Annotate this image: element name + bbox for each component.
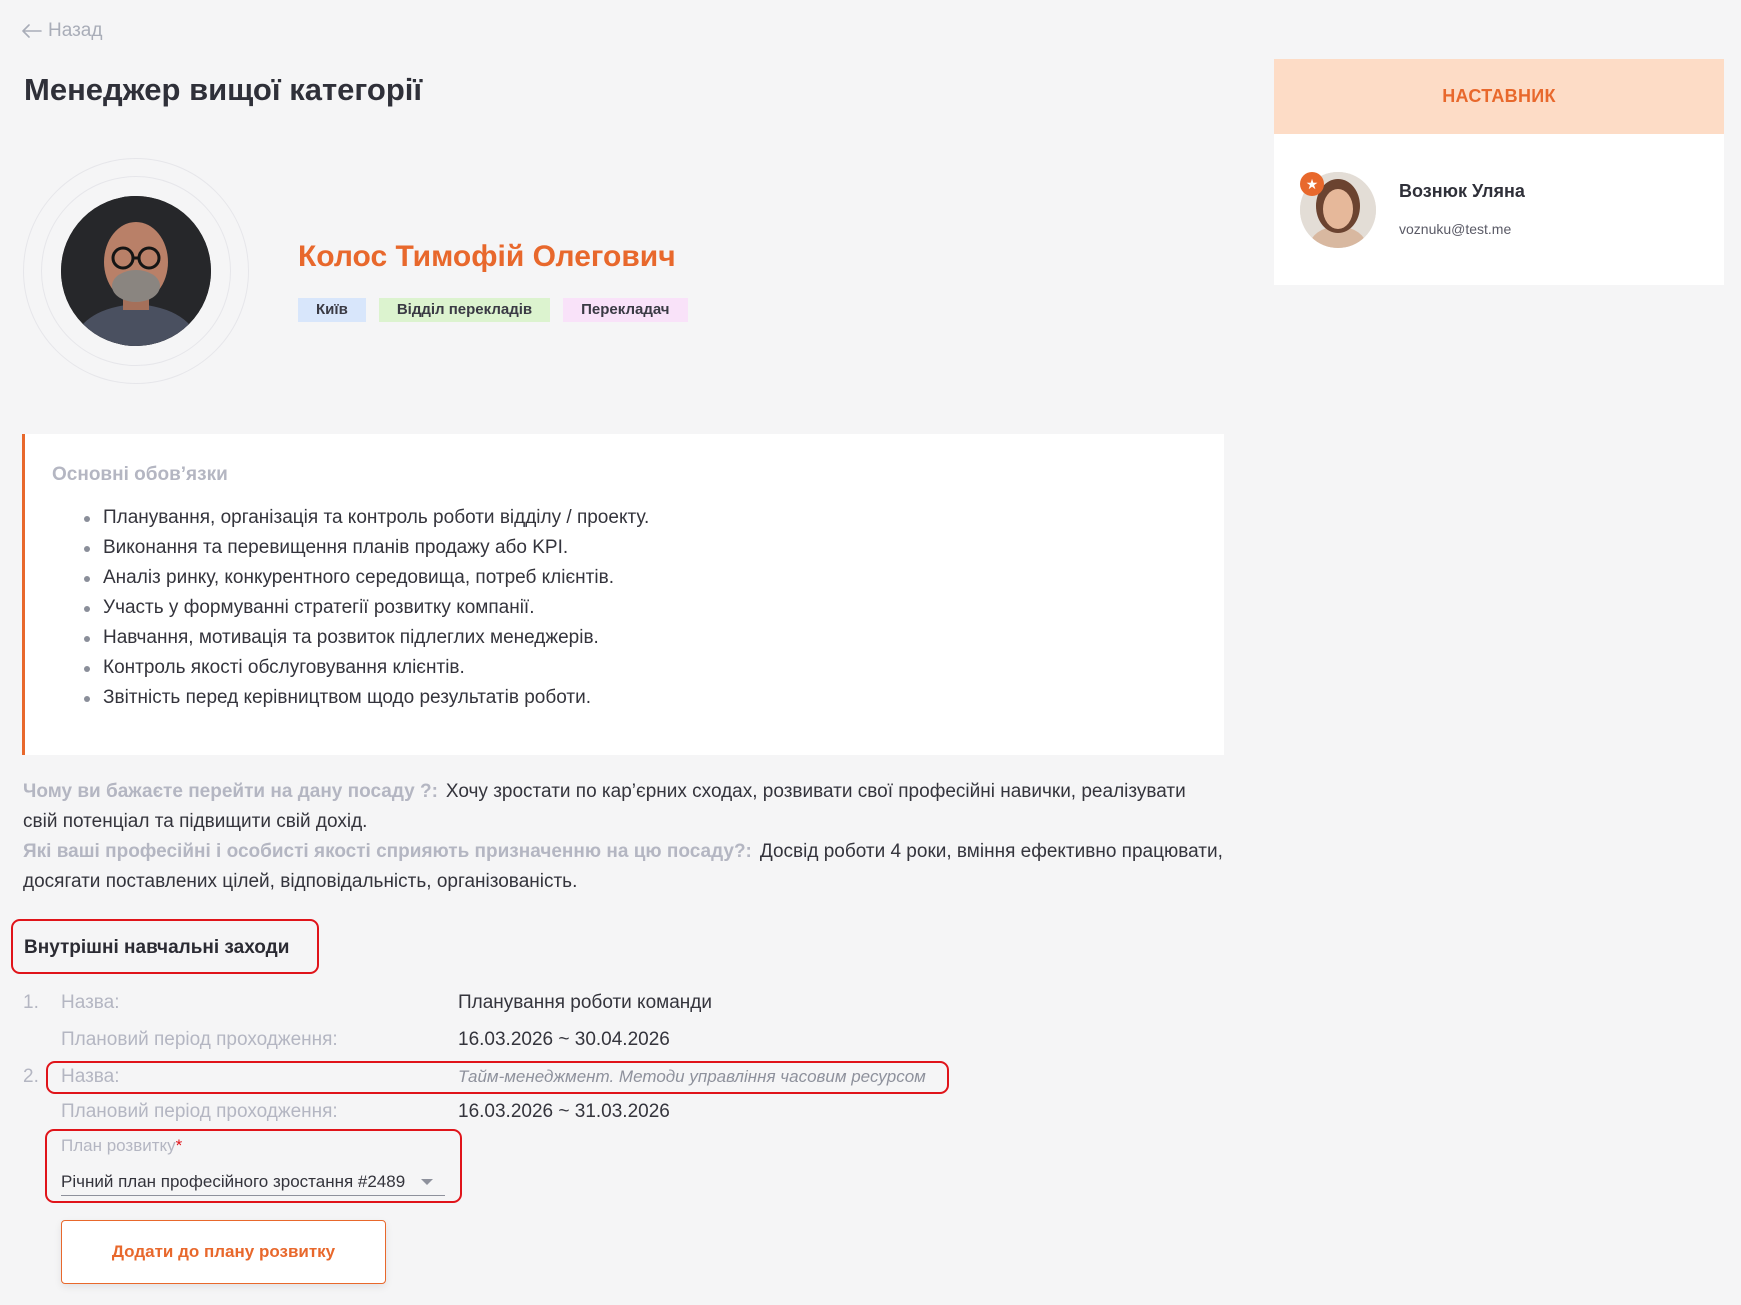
event-number: 1. <box>23 992 39 1013</box>
duties-section <box>22 434 1224 755</box>
mentor-email: voznuku@test.me <box>1399 221 1512 237</box>
star-icon: ★ <box>1300 172 1324 196</box>
duty-item: Звітність перед керівництвом щодо результатів роботи. <box>103 683 649 713</box>
qa-question: Які ваші професійні і особисті якості сприяють призначенню на цю посаду?: <box>23 841 752 862</box>
back-link[interactable] <box>22 20 102 42</box>
back-label: Назад <box>48 20 103 41</box>
qa-item <box>23 837 1223 897</box>
person-name: Колос Тимофій Олегович <box>298 240 676 273</box>
duty-item: Навчання, мотивація та розвиток підлеглих менеджерів. <box>103 623 649 653</box>
add-to-plan-button[interactable]: Додати до плану розвитку <box>61 1220 386 1284</box>
plan-label <box>61 1136 182 1156</box>
event-name-label: Назва: <box>61 992 120 1013</box>
mentor-card <box>1274 59 1724 285</box>
event-name: Планування роботи команди <box>458 992 712 1013</box>
event-period-label: Плановий період проходження: <box>61 1029 338 1050</box>
event-name: Тайм-менеджмент. Методи управління часовим ресурсом <box>458 1067 926 1086</box>
mentor-heading: НАСТАВНИК <box>1274 59 1724 134</box>
tag-city: Київ <box>298 298 366 322</box>
events-title: Внутрішні навчальні заходи <box>24 937 290 958</box>
duty-item: Виконання та перевищення планів продажу або KPI. <box>103 533 649 563</box>
qa-section <box>23 777 1223 897</box>
chevron-down-icon <box>421 1179 433 1185</box>
plan-select-value: Річний план професійного зростання #2489 <box>61 1171 406 1191</box>
duty-item: Контроль якості обслуговування клієнтів. <box>103 653 649 683</box>
duties-title: Основні обов’язки <box>52 464 228 485</box>
qa-question: Чому ви бажаєте перейти на дану посаду ?: <box>23 781 438 802</box>
qa-item <box>23 777 1223 837</box>
duty-item: Аналіз ринку, конкурентного середовища, потреб клієнтів. <box>103 563 649 593</box>
duties-list <box>103 503 649 713</box>
arrow-left-icon <box>22 24 42 38</box>
event-period-label: Плановий період проходження: <box>61 1101 338 1122</box>
avatar <box>61 196 211 346</box>
tag-role: Перекладач <box>563 298 687 322</box>
duty-item: Планування, організація та контроль роботи відділу / проекту. <box>103 503 649 533</box>
event-number: 2. <box>23 1066 39 1087</box>
qa-answer: Хочу зростати по кар’єрних сходах, розвивати свої професійні навички, реалізувати свій потенціал та підвищити свій дохід. <box>23 781 1186 832</box>
tag-department: Відділ перекладів <box>379 298 550 322</box>
duty-item: Участь у формуванні стратегії розвитку компанії. <box>103 593 649 623</box>
required-mark: * <box>175 1136 183 1155</box>
person-tags <box>298 298 688 322</box>
page-title: Менеджер вищої категорії <box>24 72 423 107</box>
qa-answer: Досвід роботи 4 роки, вміння ефективно працювати, досягати поставлених цілей, відповідальність, організованість. <box>23 841 1223 892</box>
event-period: 16.03.2026 ~ 31.03.2026 <box>458 1101 670 1122</box>
event-period: 16.03.2026 ~ 30.04.2026 <box>458 1029 670 1050</box>
plan-label-text: План розвитку <box>61 1136 176 1155</box>
event-name-label: Назва: <box>61 1066 120 1087</box>
plan-select[interactable] <box>61 1168 445 1196</box>
mentor-name: Вознюк Уляна <box>1399 181 1525 201</box>
